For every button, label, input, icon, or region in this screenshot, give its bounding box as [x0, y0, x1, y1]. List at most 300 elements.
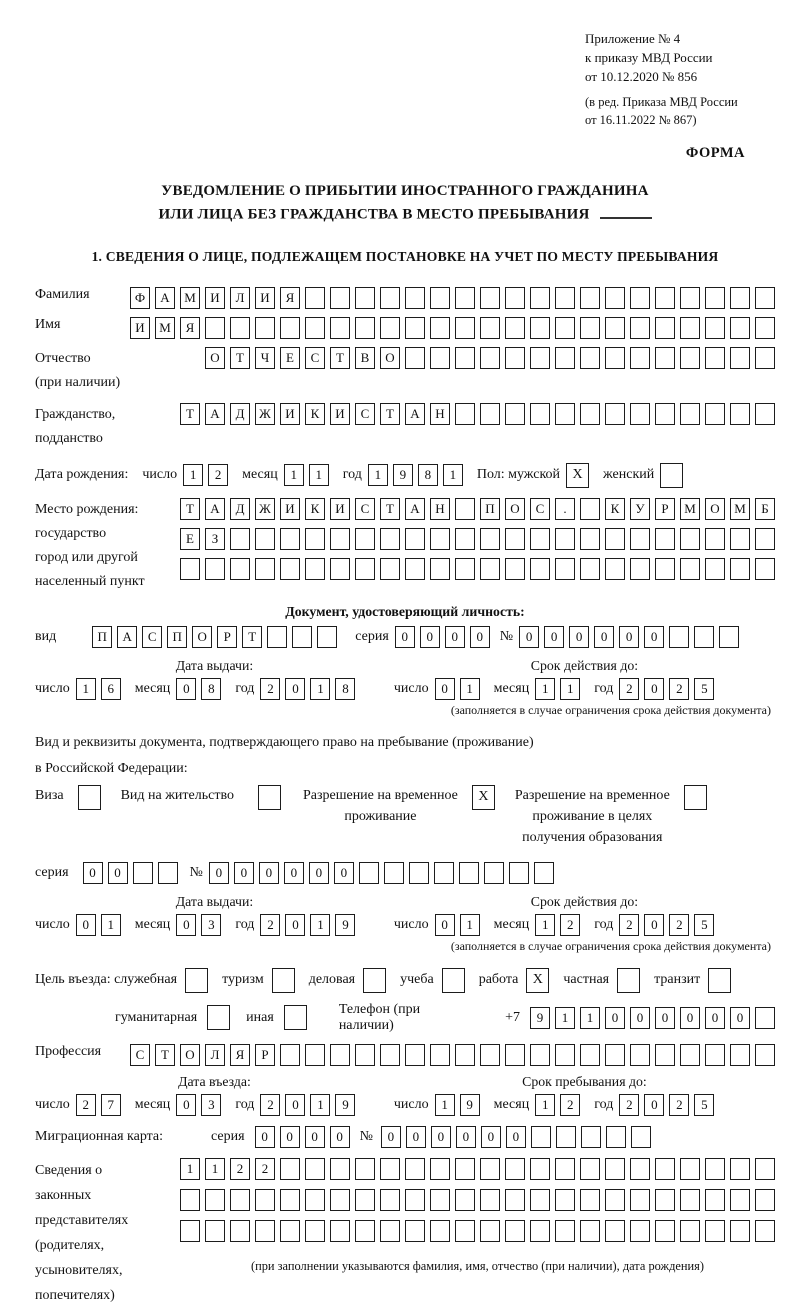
char-box[interactable]	[655, 403, 675, 425]
char-box[interactable]: А	[405, 498, 425, 520]
char-box[interactable]: Я	[280, 287, 300, 309]
char-box[interactable]: О	[505, 498, 525, 520]
char-box[interactable]: Ж	[255, 498, 275, 520]
char-box[interactable]	[363, 968, 386, 993]
char-box[interactable]	[730, 347, 750, 369]
char-box[interactable]: 6	[101, 678, 121, 700]
char-box[interactable]: X	[526, 968, 549, 993]
char-box[interactable]: М	[155, 317, 175, 339]
char-box[interactable]: 5	[694, 914, 714, 936]
char-box[interactable]	[531, 1126, 551, 1148]
char-box[interactable]	[530, 347, 550, 369]
char-box[interactable]: 3	[201, 1094, 221, 1116]
char-box[interactable]: 0	[630, 1007, 650, 1029]
char-box[interactable]	[272, 968, 295, 993]
char-box[interactable]	[680, 528, 700, 550]
char-box[interactable]	[730, 317, 750, 339]
char-box[interactable]: А	[405, 403, 425, 425]
char-box[interactable]	[330, 287, 350, 309]
char-box[interactable]: 0	[108, 862, 128, 884]
char-box[interactable]: 0	[544, 626, 564, 648]
char-box[interactable]	[480, 1220, 500, 1242]
char-box[interactable]: М	[680, 498, 700, 520]
char-box[interactable]	[509, 862, 529, 884]
char-box[interactable]	[380, 287, 400, 309]
char-box[interactable]	[459, 862, 479, 884]
char-box[interactable]	[455, 558, 475, 580]
char-box[interactable]	[680, 287, 700, 309]
char-box[interactable]: 0	[209, 862, 229, 884]
char-box[interactable]	[655, 1158, 675, 1180]
char-box[interactable]	[655, 558, 675, 580]
char-box[interactable]	[405, 1158, 425, 1180]
char-box[interactable]	[480, 528, 500, 550]
char-box[interactable]	[442, 968, 465, 993]
char-box[interactable]	[555, 403, 575, 425]
char-box[interactable]: Т	[242, 626, 262, 648]
char-box[interactable]: 1	[101, 914, 121, 936]
char-box[interactable]	[630, 558, 650, 580]
char-box[interactable]: Б	[755, 498, 775, 520]
char-box[interactable]: Я	[230, 1044, 250, 1066]
char-box[interactable]: 0	[435, 678, 455, 700]
char-box[interactable]: П	[167, 626, 187, 648]
char-box[interactable]: 0	[705, 1007, 725, 1029]
char-box[interactable]: Я	[180, 317, 200, 339]
char-box[interactable]: П	[480, 498, 500, 520]
char-box[interactable]	[355, 1220, 375, 1242]
char-box[interactable]: 2	[260, 1094, 280, 1116]
char-box[interactable]	[580, 498, 600, 520]
char-box[interactable]	[655, 1220, 675, 1242]
char-box[interactable]: 1	[535, 678, 555, 700]
char-box[interactable]: 1	[183, 464, 203, 486]
char-box[interactable]	[655, 287, 675, 309]
char-box[interactable]: 0	[280, 1126, 300, 1148]
char-box[interactable]	[630, 1189, 650, 1211]
char-box[interactable]	[455, 1158, 475, 1180]
char-box[interactable]	[280, 528, 300, 550]
char-box[interactable]: Р	[655, 498, 675, 520]
char-box[interactable]	[755, 528, 775, 550]
char-box[interactable]	[705, 403, 725, 425]
char-box[interactable]	[631, 1126, 651, 1148]
char-box[interactable]: 0	[730, 1007, 750, 1029]
char-box[interactable]	[730, 558, 750, 580]
char-box[interactable]	[317, 626, 337, 648]
char-box[interactable]	[280, 1220, 300, 1242]
char-box[interactable]: 1	[443, 464, 463, 486]
char-box[interactable]	[630, 528, 650, 550]
char-box[interactable]	[505, 403, 525, 425]
char-box[interactable]: 0	[431, 1126, 451, 1148]
char-box[interactable]	[305, 1044, 325, 1066]
char-box[interactable]	[280, 1044, 300, 1066]
char-box[interactable]	[580, 558, 600, 580]
char-box[interactable]: Р	[255, 1044, 275, 1066]
char-box[interactable]	[255, 1189, 275, 1211]
char-box[interactable]	[755, 1158, 775, 1180]
char-box[interactable]	[755, 1007, 775, 1029]
char-box[interactable]: 0	[506, 1126, 526, 1148]
char-box[interactable]: 1	[310, 1094, 330, 1116]
char-box[interactable]: О	[205, 347, 225, 369]
char-box[interactable]	[755, 287, 775, 309]
char-box[interactable]	[330, 1220, 350, 1242]
char-box[interactable]	[655, 317, 675, 339]
char-box[interactable]	[255, 317, 275, 339]
char-box[interactable]: С	[530, 498, 550, 520]
char-box[interactable]	[580, 528, 600, 550]
char-box[interactable]	[405, 558, 425, 580]
char-box[interactable]	[705, 1220, 725, 1242]
char-box[interactable]: Н	[430, 403, 450, 425]
char-box[interactable]: 0	[285, 1094, 305, 1116]
char-box[interactable]: 1	[309, 464, 329, 486]
char-box[interactable]	[230, 528, 250, 550]
char-box[interactable]: 0	[176, 1094, 196, 1116]
char-box[interactable]	[555, 287, 575, 309]
char-box[interactable]: М	[730, 498, 750, 520]
char-box[interactable]	[330, 1158, 350, 1180]
char-box[interactable]	[380, 317, 400, 339]
char-box[interactable]	[755, 558, 775, 580]
char-box[interactable]	[409, 862, 429, 884]
char-box[interactable]	[455, 1044, 475, 1066]
char-box[interactable]	[255, 558, 275, 580]
char-box[interactable]	[330, 528, 350, 550]
char-box[interactable]	[292, 626, 312, 648]
char-box[interactable]	[230, 558, 250, 580]
char-box[interactable]	[555, 1189, 575, 1211]
char-box[interactable]	[505, 558, 525, 580]
char-box[interactable]: 2	[619, 914, 639, 936]
char-box[interactable]	[430, 1044, 450, 1066]
char-box[interactable]	[580, 1158, 600, 1180]
char-box[interactable]	[380, 558, 400, 580]
char-box[interactable]	[630, 1220, 650, 1242]
char-box[interactable]	[705, 317, 725, 339]
char-box[interactable]: С	[355, 403, 375, 425]
char-box[interactable]	[730, 1220, 750, 1242]
char-box[interactable]	[555, 317, 575, 339]
char-box[interactable]	[305, 1220, 325, 1242]
char-box[interactable]	[505, 317, 525, 339]
char-box[interactable]	[505, 287, 525, 309]
char-box[interactable]	[655, 528, 675, 550]
char-box[interactable]	[455, 403, 475, 425]
char-box[interactable]	[555, 558, 575, 580]
char-box[interactable]	[330, 558, 350, 580]
char-box[interactable]: 1	[310, 678, 330, 700]
char-box[interactable]	[605, 558, 625, 580]
char-box[interactable]	[430, 317, 450, 339]
char-box[interactable]: Е	[180, 528, 200, 550]
char-box[interactable]: Д	[230, 498, 250, 520]
char-box[interactable]	[280, 317, 300, 339]
char-box[interactable]	[680, 1044, 700, 1066]
char-box[interactable]: И	[130, 317, 150, 339]
char-box[interactable]	[405, 1189, 425, 1211]
char-box[interactable]	[505, 528, 525, 550]
char-box[interactable]: 1	[555, 1007, 575, 1029]
char-box[interactable]: 2	[76, 1094, 96, 1116]
char-box[interactable]	[617, 968, 640, 993]
char-box[interactable]: 1	[560, 678, 580, 700]
char-box[interactable]	[505, 1220, 525, 1242]
char-box[interactable]	[355, 1158, 375, 1180]
char-box[interactable]	[434, 862, 454, 884]
char-box[interactable]	[505, 1158, 525, 1180]
char-box[interactable]	[755, 347, 775, 369]
char-box[interactable]: 3	[201, 914, 221, 936]
char-box[interactable]: 1	[76, 678, 96, 700]
char-box[interactable]	[580, 1189, 600, 1211]
char-box[interactable]: Ж	[255, 403, 275, 425]
char-box[interactable]	[480, 558, 500, 580]
char-box[interactable]	[605, 287, 625, 309]
char-box[interactable]: 1	[460, 914, 480, 936]
char-box[interactable]	[680, 1158, 700, 1180]
char-box[interactable]	[480, 1158, 500, 1180]
char-box[interactable]	[730, 1189, 750, 1211]
char-box[interactable]	[305, 1189, 325, 1211]
char-box[interactable]	[305, 317, 325, 339]
char-box[interactable]	[581, 1126, 601, 1148]
char-box[interactable]	[430, 1220, 450, 1242]
char-box[interactable]: 0	[334, 862, 354, 884]
char-box[interactable]	[530, 1220, 550, 1242]
char-box[interactable]: Л	[205, 1044, 225, 1066]
char-box[interactable]	[185, 968, 208, 993]
char-box[interactable]	[330, 317, 350, 339]
char-box[interactable]	[280, 558, 300, 580]
char-box[interactable]: 9	[335, 1094, 355, 1116]
char-box[interactable]	[305, 1158, 325, 1180]
char-box[interactable]: Л	[230, 287, 250, 309]
char-box[interactable]	[355, 558, 375, 580]
char-box[interactable]	[505, 1044, 525, 1066]
char-box[interactable]	[669, 626, 689, 648]
char-box[interactable]	[705, 287, 725, 309]
char-box[interactable]	[430, 287, 450, 309]
char-box[interactable]	[655, 347, 675, 369]
char-box[interactable]: 0	[420, 626, 440, 648]
char-box[interactable]	[530, 287, 550, 309]
char-box[interactable]: 2	[560, 914, 580, 936]
char-box[interactable]: К	[305, 498, 325, 520]
char-box[interactable]	[730, 1158, 750, 1180]
char-box[interactable]: И	[255, 287, 275, 309]
char-box[interactable]	[705, 347, 725, 369]
char-box[interactable]: 2	[260, 914, 280, 936]
char-box[interactable]: 0	[481, 1126, 501, 1148]
char-box[interactable]: 0	[285, 678, 305, 700]
char-box[interactable]	[205, 558, 225, 580]
char-box[interactable]	[630, 1158, 650, 1180]
char-box[interactable]	[630, 287, 650, 309]
char-box[interactable]	[580, 1044, 600, 1066]
char-box[interactable]	[605, 403, 625, 425]
char-box[interactable]	[684, 785, 707, 810]
char-box[interactable]	[430, 1158, 450, 1180]
char-box[interactable]: 8	[418, 464, 438, 486]
char-box[interactable]: 2	[669, 678, 689, 700]
char-box[interactable]	[380, 1220, 400, 1242]
char-box[interactable]	[580, 287, 600, 309]
char-box[interactable]	[480, 1189, 500, 1211]
char-box[interactable]	[230, 1220, 250, 1242]
char-box[interactable]	[180, 1189, 200, 1211]
char-box[interactable]: 0	[395, 626, 415, 648]
char-box[interactable]	[430, 1189, 450, 1211]
char-box[interactable]: 0	[569, 626, 589, 648]
char-box[interactable]	[755, 1189, 775, 1211]
char-box[interactable]	[380, 528, 400, 550]
char-box[interactable]	[705, 1044, 725, 1066]
char-box[interactable]: X	[566, 463, 589, 488]
char-box[interactable]	[505, 347, 525, 369]
char-box[interactable]: Ч	[255, 347, 275, 369]
char-box[interactable]: 0	[619, 626, 639, 648]
char-box[interactable]	[230, 317, 250, 339]
char-box[interactable]: 9	[530, 1007, 550, 1029]
char-box[interactable]: Т	[380, 498, 400, 520]
char-box[interactable]: О	[380, 347, 400, 369]
char-box[interactable]: 0	[284, 862, 304, 884]
char-box[interactable]	[205, 1189, 225, 1211]
char-box[interactable]	[430, 347, 450, 369]
char-box[interactable]	[455, 347, 475, 369]
char-box[interactable]: Е	[280, 347, 300, 369]
char-box[interactable]	[255, 1220, 275, 1242]
char-box[interactable]	[430, 528, 450, 550]
char-box[interactable]	[405, 347, 425, 369]
char-box[interactable]: 2	[669, 1094, 689, 1116]
char-box[interactable]	[505, 1189, 525, 1211]
char-box[interactable]: 8	[335, 678, 355, 700]
char-box[interactable]	[694, 626, 714, 648]
char-box[interactable]: 2	[619, 1094, 639, 1116]
char-box[interactable]	[455, 317, 475, 339]
char-box[interactable]	[730, 287, 750, 309]
char-box[interactable]: Р	[217, 626, 237, 648]
char-box[interactable]: 7	[101, 1094, 121, 1116]
char-box[interactable]	[255, 528, 275, 550]
char-box[interactable]	[455, 1220, 475, 1242]
char-box[interactable]	[755, 1044, 775, 1066]
char-box[interactable]	[730, 528, 750, 550]
char-box[interactable]: 1	[180, 1158, 200, 1180]
char-box[interactable]	[405, 317, 425, 339]
char-box[interactable]: 0	[644, 626, 664, 648]
char-box[interactable]: 1	[310, 914, 330, 936]
char-box[interactable]: М	[180, 287, 200, 309]
char-box[interactable]	[530, 1044, 550, 1066]
char-box[interactable]: 5	[694, 1094, 714, 1116]
char-box[interactable]	[355, 1044, 375, 1066]
char-box[interactable]: 2	[260, 678, 280, 700]
char-box[interactable]: 2	[255, 1158, 275, 1180]
char-box[interactable]: 0	[76, 914, 96, 936]
char-box[interactable]: 0	[644, 1094, 664, 1116]
char-box[interactable]	[719, 626, 739, 648]
char-box[interactable]: П	[92, 626, 112, 648]
char-box[interactable]	[680, 1189, 700, 1211]
char-box[interactable]	[555, 347, 575, 369]
char-box[interactable]	[455, 287, 475, 309]
char-box[interactable]: 0	[305, 1126, 325, 1148]
char-box[interactable]: Д	[230, 403, 250, 425]
char-box[interactable]	[380, 1158, 400, 1180]
char-box[interactable]: 0	[655, 1007, 675, 1029]
char-box[interactable]	[705, 1158, 725, 1180]
char-box[interactable]: 0	[259, 862, 279, 884]
char-box[interactable]	[158, 862, 178, 884]
char-box[interactable]	[405, 1220, 425, 1242]
char-box[interactable]: С	[130, 1044, 150, 1066]
char-box[interactable]: 0	[234, 862, 254, 884]
char-box[interactable]: 0	[406, 1126, 426, 1148]
char-box[interactable]: И	[330, 498, 350, 520]
char-box[interactable]	[730, 1044, 750, 1066]
char-box[interactable]: Т	[155, 1044, 175, 1066]
char-box[interactable]: И	[330, 403, 350, 425]
char-box[interactable]	[484, 862, 504, 884]
char-box[interactable]	[555, 528, 575, 550]
char-box[interactable]: 0	[680, 1007, 700, 1029]
char-box[interactable]: И	[205, 287, 225, 309]
char-box[interactable]	[305, 558, 325, 580]
char-box[interactable]	[480, 347, 500, 369]
char-box[interactable]	[530, 558, 550, 580]
char-box[interactable]	[705, 528, 725, 550]
char-box[interactable]	[605, 317, 625, 339]
char-box[interactable]: 0	[594, 626, 614, 648]
char-box[interactable]: К	[605, 498, 625, 520]
char-box[interactable]	[655, 1189, 675, 1211]
char-box[interactable]	[630, 1044, 650, 1066]
char-box[interactable]: А	[155, 287, 175, 309]
char-box[interactable]: 0	[285, 914, 305, 936]
char-box[interactable]: А	[205, 403, 225, 425]
char-box[interactable]: С	[305, 347, 325, 369]
char-box[interactable]: Т	[180, 403, 200, 425]
char-box[interactable]: С	[355, 498, 375, 520]
char-box[interactable]: Т	[380, 403, 400, 425]
char-box[interactable]	[455, 498, 475, 520]
char-box[interactable]: 1	[460, 678, 480, 700]
char-box[interactable]: .	[555, 498, 575, 520]
char-box[interactable]	[305, 528, 325, 550]
char-box[interactable]	[605, 1189, 625, 1211]
char-box[interactable]: В	[355, 347, 375, 369]
char-box[interactable]: О	[180, 1044, 200, 1066]
char-box[interactable]	[258, 785, 281, 810]
char-box[interactable]	[355, 287, 375, 309]
char-box[interactable]: 2	[619, 678, 639, 700]
char-box[interactable]: А	[117, 626, 137, 648]
char-box[interactable]	[680, 558, 700, 580]
char-box[interactable]	[680, 347, 700, 369]
char-box[interactable]	[580, 317, 600, 339]
char-box[interactable]	[230, 1189, 250, 1211]
char-box[interactable]	[330, 1189, 350, 1211]
char-box[interactable]	[605, 347, 625, 369]
char-box[interactable]: Т	[330, 347, 350, 369]
char-box[interactable]	[555, 1220, 575, 1242]
char-box[interactable]	[755, 1220, 775, 1242]
